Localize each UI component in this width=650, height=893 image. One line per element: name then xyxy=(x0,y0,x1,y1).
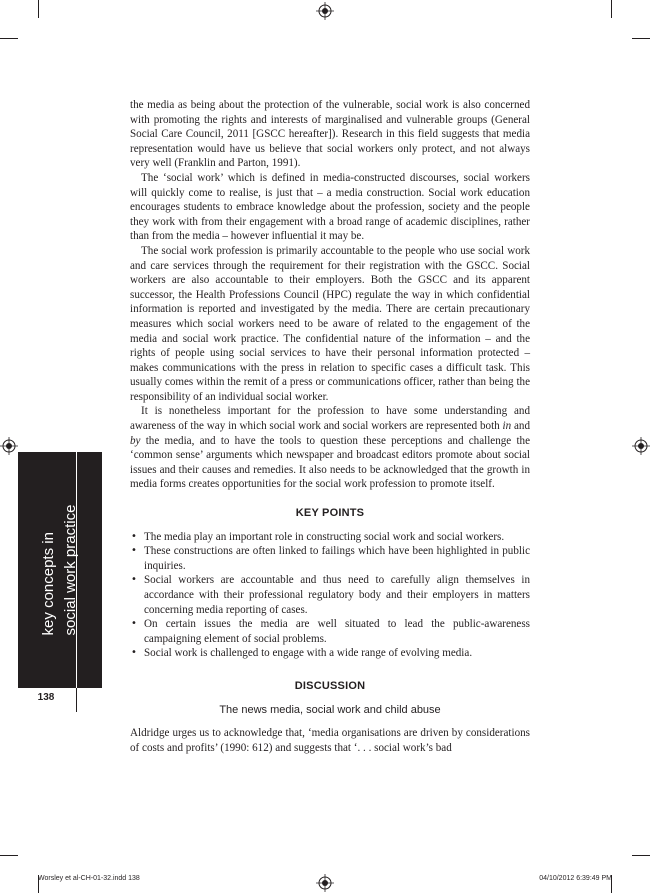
crop-mark-bottom-left-horizontal xyxy=(0,855,18,856)
sidebar-title-line-1: key concepts in xyxy=(40,532,57,636)
paragraph-4 xyxy=(130,404,530,492)
paragraph-4-part-1: It is nonetheless important for the profession to have some understanding and awareness of the way in which social work and social workers are represented both xyxy=(130,405,530,433)
paragraph-4-part-2: and xyxy=(511,420,530,433)
crop-mark-top-right-vertical xyxy=(611,0,612,18)
crop-mark-top-right-horizontal xyxy=(632,38,650,39)
discussion-subheading: The news media, social work and child abuse xyxy=(219,703,441,716)
key-point-item: • Social work is challenged to engage with a wide range of evolving media. xyxy=(130,646,530,661)
discussion-paragraph: Aldridge urges us to acknowledge that, ‘media organisations are driven by considerations of costs and profits’ (1990: 612) and suggests that ‘. . . social work’s bad xyxy=(130,727,530,754)
page-number-divider xyxy=(76,688,77,712)
registration-mark-bottom-icon xyxy=(316,874,334,892)
key-points-list xyxy=(130,530,530,661)
registration-mark-left-icon xyxy=(0,437,18,455)
paragraph-4-part-3: the media, and to have the tools to question these perceptions and challenge the ‘common sense’ arguments which newspaper and broadcast editors promote about social issues and their causes and remedies. It also needs to be acknowledged that the growth in media forms creates opportunities for the social work profession to promote itself. xyxy=(130,434,530,491)
key-point-item: • These constructions are often linked to failings which have been highlighted in public inquiries. xyxy=(130,544,530,573)
key-point-item: • Social workers are accountable and thus need to carefully align themselves in accordance with their professional regulatory body and their employers in matters concerning media reporting of cases. xyxy=(130,573,530,617)
sidebar-label xyxy=(18,452,102,688)
main-text xyxy=(130,98,530,755)
slug-timestamp: 04/10/2012 6:39:49 PM xyxy=(539,875,612,882)
paragraph-4-emphasis-by: by xyxy=(130,434,141,447)
registration-mark-top-icon xyxy=(316,2,334,20)
crop-mark-top-left-vertical xyxy=(38,0,39,18)
registration-mark-right-icon xyxy=(632,437,650,455)
paragraph-2: The ‘social work’ which is defined in media-constructed discourses, social workers will quickly come to realise, is just that – a media construction. Social work education encourages students to embrace knowledge about the profession, society and the people they work with from their engagement with a broad range of academic disciplines, rather than from the media – however influential it may be. xyxy=(130,171,530,243)
crop-mark-top-left-horizontal xyxy=(0,38,18,39)
page-number: 138 xyxy=(37,692,55,703)
key-point-item: • On certain issues the media are well situated to lead the public-awareness campaigning element of social problems. xyxy=(130,617,530,646)
crop-mark-bottom-right-horizontal xyxy=(632,855,650,856)
sidebar-title-line-2: social work practice xyxy=(62,504,79,636)
discussion-heading: DISCUSSION xyxy=(294,679,366,692)
paragraph-3: The social work profession is primarily accountable to the people who use social work and care services through the requirement for their registration with the GSCC. Social workers are also accountable to their employers. Both the GSCC and its apparent successor, the Health Professions Council (HPC) regulate the way in which confidential information is reported and investigated by the media. There are certain precautionary measures which social workers need to be aware of related to the engagement of the media and social work practice. The confidential nature of the information – and the rights of people using social services to have their personal information protected – makes communications with the press in relation to specific cases a difficult task. This usually comes within the remit of a press or communications officer, rather than being the responsibility of an individual social worker. xyxy=(130,244,530,403)
paragraph-1: the media as being about the protection of the vulnerable, social work is also concerned with promoting the rights and interests of marginalised and vulnerable groups (General Social Care Council, 2011 [GSCC hereafter]). Research in this field suggests that media representation would have us believe that social workers only protect, and not always very well (Franklin and Parton, 1991). xyxy=(130,99,530,170)
paragraph-4-emphasis-in: in xyxy=(502,420,512,433)
key-points-heading: KEY POINTS xyxy=(295,507,365,520)
key-point-item: • The media play an important role in constructing social work and social workers. xyxy=(130,530,530,545)
slug-file-name: Worsley et al-CH-01-32.indd 138 xyxy=(38,875,140,882)
